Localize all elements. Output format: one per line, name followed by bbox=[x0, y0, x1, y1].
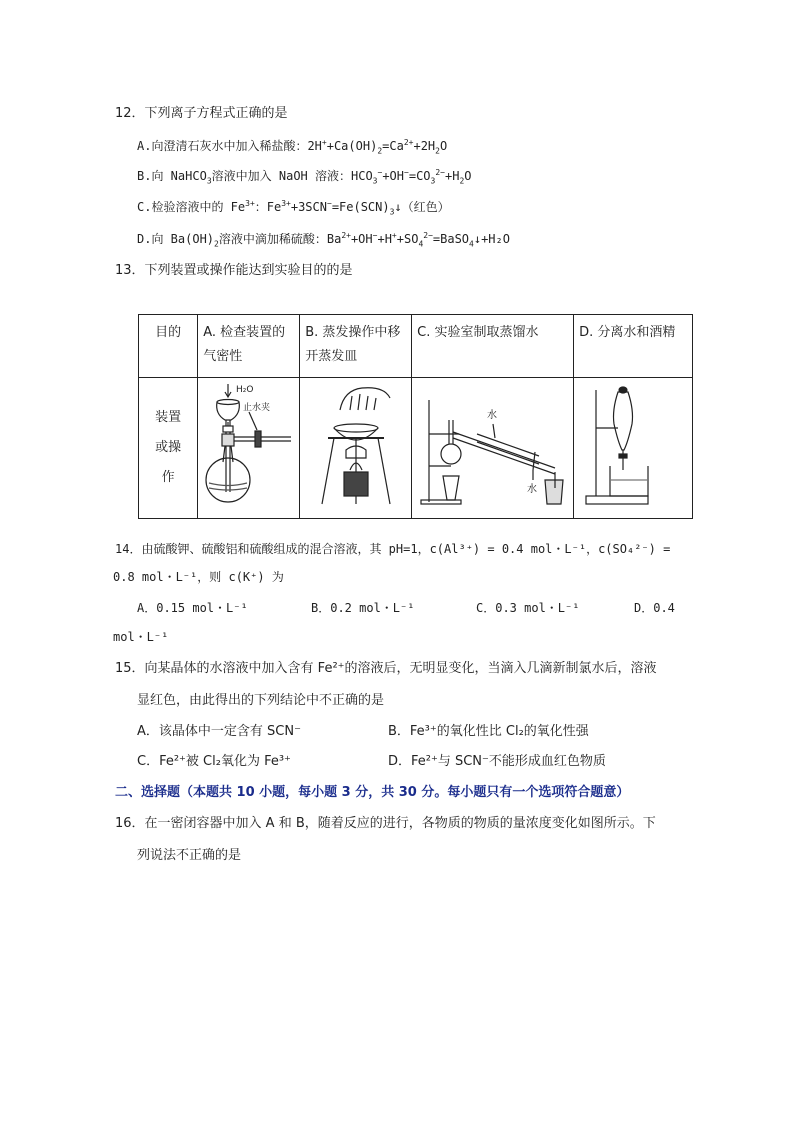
q13-col-a: A. 检查装置的气密性 bbox=[198, 315, 300, 378]
q12-option-a: A.向澄清石灰水中加入稀盐酸：$2H^++Ca(OH)_2=Ca^{2+}+2H_2O$ bbox=[137, 138, 448, 156]
fig-a-h2o-label: H₂O bbox=[235, 385, 254, 395]
q16-stem-line2: 列说法不正确的是 bbox=[137, 848, 242, 863]
q13-figure-c bbox=[412, 378, 574, 519]
q15-option-d: D．Fe²⁺与 SCN⁻不能形成血红色物质 bbox=[388, 754, 606, 769]
q13-table bbox=[138, 314, 693, 519]
separatory-funnel-figure bbox=[578, 380, 688, 508]
q12-stem: 12．下列离子方程式正确的是 bbox=[115, 106, 288, 121]
fig-c-water-in-label: 水 bbox=[486, 410, 497, 421]
q13-figure-b bbox=[300, 378, 412, 519]
q15-option-c: C．Fe²⁺被 Cl₂氧化为 Fe³⁺ bbox=[137, 754, 291, 769]
section-2-heading: 二、选择题（本题共 10 小题，每小题 3 分，共 30 分。每小题只有一个选项符合题意） bbox=[115, 785, 630, 800]
q13-purpose-label: 目的 bbox=[139, 315, 198, 378]
q12-option-b: B.向 NaHCO$_3$溶液中加入 NaOH 溶液：$HCO_3^-+OH^-=CO_3^{2-}+H_2O$ bbox=[137, 168, 472, 186]
q14-stem-line2: 0.8 mol・L⁻¹，则 c(K⁺) 为 bbox=[113, 570, 284, 584]
q13-figure-row bbox=[139, 378, 693, 519]
q13-figure-d bbox=[574, 378, 693, 519]
q14-option-b: B．0.2 mol・L⁻¹ bbox=[311, 601, 415, 615]
q14-option-a: A．0.15 mol・L⁻¹ bbox=[137, 601, 248, 615]
q13-col-b: B. 蒸发操作中移开蒸发皿 bbox=[300, 315, 412, 378]
q15-stem-line1: 15．向某晶体的水溶液中加入含有 Fe²⁺的溶液后，无明显变化，当滴入几滴新制氯水后，溶液 bbox=[115, 661, 657, 676]
q15-option-b: B．Fe³⁺的氧化性比 Cl₂的氧化性强 bbox=[388, 724, 589, 739]
evaporation-apparatus-figure bbox=[304, 380, 408, 508]
q13-figure-a bbox=[198, 378, 300, 519]
q13-col-c: C. 实验室制取蒸馏水 bbox=[412, 315, 574, 378]
q13-col-d: D. 分离水和酒精 bbox=[574, 315, 693, 378]
distillation-apparatus-figure bbox=[415, 380, 571, 508]
q15-stem-line2: 显红色，由此得出的下列结论中不正确的是 bbox=[137, 693, 385, 708]
q13-header-row bbox=[139, 315, 693, 378]
fig-a-clip-label: 止水夹 bbox=[242, 403, 270, 413]
q14-option-d: D．0.4 bbox=[634, 601, 675, 615]
q13-apparatus-label: 装置或操作 bbox=[139, 378, 198, 519]
q12-option-d: D.向 $Ba(OH)_2$溶液中滴加稀硫酸：$Ba^{2+}+OH^-+H^++SO_4^{2-}=BaSO_4↓+H_2O$ bbox=[137, 231, 510, 249]
q14-option-d-unit: mol・L⁻¹ bbox=[113, 630, 169, 644]
q14-option-c: C．0.3 mol・L⁻¹ bbox=[476, 601, 580, 615]
q15-option-a: A．该晶体中一定含有 SCN⁻ bbox=[137, 724, 301, 739]
q12-option-c: C.检验溶液中的 $Fe^{3+}$：$Fe^{3+}+3SCN^-=Fe(SCN)_3↓$（红色） bbox=[137, 199, 450, 217]
airtightness-apparatus-figure bbox=[201, 380, 297, 508]
q13-stem: 13．下列装置或操作能达到实验目的的是 bbox=[115, 263, 353, 278]
q14-stem-line1: 14．由硫酸钾、硫酸铝和硫酸组成的混合溶液，其 pH=1，c(Al³⁺) = 0.4 mol・L⁻¹，c(SO₄²⁻) = bbox=[115, 542, 671, 556]
q16-stem-line1: 16．在一密闭容器中加入 A 和 B，随着反应的进行，各物质的物质的量浓度变化如图所示。下 bbox=[115, 816, 656, 831]
fig-c-water-out-label: 水 bbox=[526, 484, 537, 495]
